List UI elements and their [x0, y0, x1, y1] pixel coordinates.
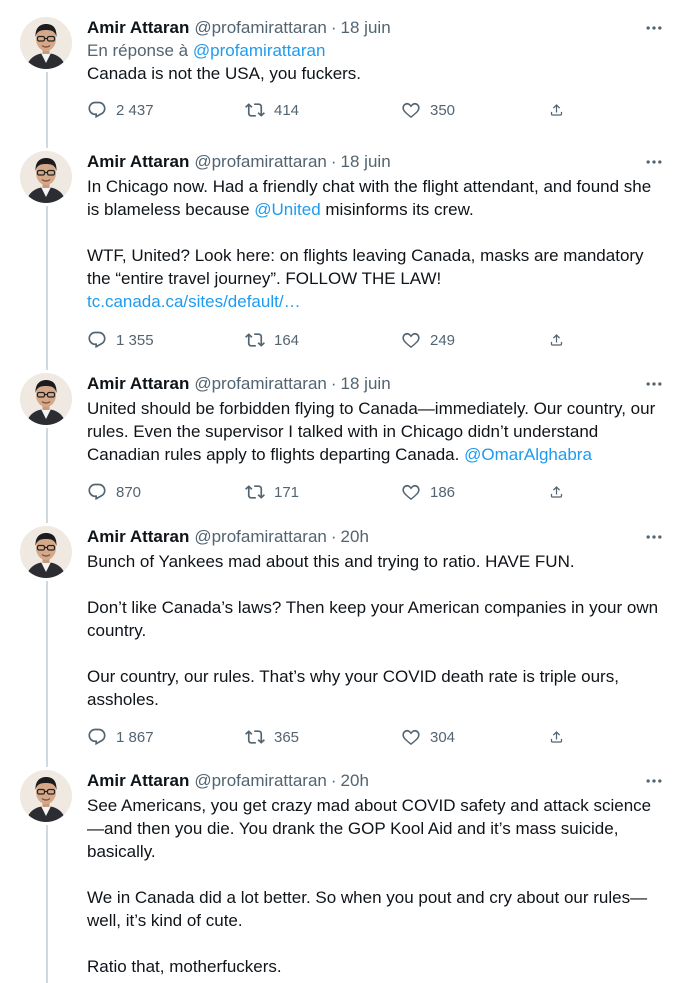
like-button[interactable]: [401, 100, 549, 120]
more-icon[interactable]: [642, 151, 666, 173]
author-handle[interactable]: @profamirattaran: [194, 527, 327, 546]
retweet-button[interactable]: [245, 727, 401, 747]
tweet-paragraph: We in Canada did a lot better. So when you pout and cry about our rules—well, it’s kind of cute.: [87, 888, 648, 930]
reply-count: 1 867: [116, 728, 154, 746]
reply-mention-link[interactable]: @profamirattaran: [192, 41, 326, 60]
separator-dot: ·: [330, 152, 337, 171]
more-icon[interactable]: [642, 526, 666, 548]
tweet-actions: [87, 725, 577, 749]
like-icon: [401, 482, 421, 502]
retweet-icon: [245, 330, 265, 350]
share-button[interactable]: [549, 482, 573, 502]
retweet-count: 171: [274, 483, 300, 501]
more-icon[interactable]: [642, 17, 666, 39]
retweet-button[interactable]: [245, 330, 401, 350]
like-count: 350: [430, 101, 456, 119]
tweet[interactable]: [0, 360, 700, 513]
reply-prefix: En réponse à: [87, 41, 189, 60]
like-button[interactable]: [401, 482, 549, 502]
reply-button[interactable]: [87, 727, 245, 747]
timestamp[interactable]: 20h: [340, 527, 369, 546]
mention-link[interactable]: @OmarAlghabra: [464, 445, 592, 464]
tweet-text-segment: In Chicago now. Had a friendly chat with the flight attendant, and found she is blameless because: [87, 177, 652, 219]
avatar[interactable]: [20, 373, 72, 425]
retweet-icon: [245, 727, 265, 747]
avatar[interactable]: [20, 526, 72, 578]
share-button[interactable]: [549, 330, 573, 350]
reply-icon: [87, 330, 107, 350]
timestamp[interactable]: 18 juin: [340, 152, 391, 171]
author-handle[interactable]: @profamirattaran: [194, 374, 327, 393]
tweet-paragraph: WTF, United? Look here: on flights leaving Canada, masks are mandatory the “entire travel journey”. FOLLOW THE LAW!: [87, 246, 644, 288]
tweet-text-segment: misinforms its crew.: [320, 200, 474, 219]
separator-dot: ·: [330, 18, 337, 37]
like-count: 186: [430, 483, 456, 501]
tweet-text: [87, 175, 666, 313]
like-icon: [401, 100, 421, 120]
retweet-button[interactable]: [245, 100, 401, 120]
tweet-text: [87, 62, 666, 85]
timestamp[interactable]: 18 juin: [340, 18, 391, 37]
tweet-text: [87, 550, 666, 711]
retweet-count: 365: [274, 728, 300, 746]
tweet-paragraph: Our country, our rules. That’s why your COVID death rate is triple ours, assholes.: [87, 667, 619, 709]
reply-count: 2 437: [116, 101, 154, 119]
tweet-actions: [87, 328, 577, 352]
retweet-icon: [245, 482, 265, 502]
tweet-text: [87, 794, 666, 978]
reply-icon: [87, 100, 107, 120]
tweet-actions: [87, 480, 577, 504]
like-button[interactable]: [401, 330, 549, 350]
reply-count: 870: [116, 483, 142, 501]
thread-connector-line: [46, 825, 48, 983]
like-count: 249: [430, 331, 456, 349]
tweet-text-segment: United should be forbidden flying to Canada—immediately. Our country, our rules. Even the supervisor I talked with in Chicago didn’t understand Canadian rules apply to flights departing Canada.: [87, 399, 656, 464]
reply-icon: [87, 727, 107, 747]
avatar[interactable]: [20, 151, 72, 203]
retweet-count: 164: [274, 331, 300, 349]
like-button[interactable]: [401, 727, 549, 747]
share-button[interactable]: [549, 100, 573, 120]
tweet[interactable]: [0, 758, 700, 983]
author-handle[interactable]: @profamirattaran: [194, 771, 327, 790]
retweet-button[interactable]: [245, 482, 401, 502]
author-name[interactable]: Amir Attaran: [87, 152, 190, 171]
timestamp[interactable]: 20h: [340, 771, 369, 790]
more-icon[interactable]: [642, 770, 666, 792]
thread-connector-line: [46, 72, 48, 148]
tweet-paragraph: Canada is not the USA, you fuckers.: [87, 64, 362, 83]
reply-button[interactable]: [87, 330, 245, 350]
tweet-text: [87, 397, 666, 466]
share-button[interactable]: [549, 727, 573, 747]
thread-connector-line: [46, 206, 48, 370]
like-count: 304: [430, 728, 456, 746]
reply-button[interactable]: [87, 100, 245, 120]
retweet-icon: [245, 100, 265, 120]
author-name[interactable]: Amir Attaran: [87, 527, 190, 546]
tweet[interactable]: [0, 513, 700, 758]
separator-dot: ·: [330, 374, 337, 393]
retweet-count: 414: [274, 101, 300, 119]
separator-dot: ·: [330, 771, 337, 790]
tweet-paragraph: See Americans, you get crazy mad about COVID safety and attack science—and then you die. You drank the GOP Kool Aid and it’s mass suicide, basically.: [87, 796, 652, 861]
tweet-paragraph: [87, 175, 666, 221]
tweet-paragraph: [87, 397, 666, 466]
avatar[interactable]: [20, 17, 72, 69]
reply-count: 1 355: [116, 331, 154, 349]
share-icon: [549, 330, 564, 350]
author-name[interactable]: Amir Attaran: [87, 771, 190, 790]
tweet[interactable]: [0, 138, 700, 360]
reply-context: [87, 39, 666, 62]
author-handle[interactable]: @profamirattaran: [194, 152, 327, 171]
separator-dot: ·: [330, 527, 337, 546]
more-icon[interactable]: [642, 373, 666, 395]
like-icon: [401, 727, 421, 747]
tweet-paragraph: Don’t like Canada’s laws? Then keep your American companies in your own country.: [87, 598, 659, 640]
reply-icon: [87, 482, 107, 502]
mention-link[interactable]: @United: [254, 200, 321, 219]
author-name[interactable]: Amir Attaran: [87, 18, 190, 37]
like-icon: [401, 330, 421, 350]
external-link[interactable]: tc.canada.ca/sites/default/…: [87, 292, 301, 311]
author-handle[interactable]: @profamirattaran: [194, 18, 327, 37]
tweet-paragraph: Ratio that, motherfuckers.: [87, 957, 282, 976]
thread-connector-line: [46, 581, 48, 767]
share-icon: [549, 727, 564, 747]
tweet[interactable]: [0, 0, 700, 138]
reply-button[interactable]: [87, 482, 245, 502]
thread-connector-line: [46, 428, 48, 523]
tweet-actions: [87, 98, 577, 122]
author-name[interactable]: Amir Attaran: [87, 374, 190, 393]
avatar[interactable]: [20, 770, 72, 822]
share-icon: [549, 100, 564, 120]
timestamp[interactable]: 18 juin: [340, 374, 391, 393]
share-icon: [549, 482, 564, 502]
tweet-paragraph: Bunch of Yankees mad about this and trying to ratio. HAVE FUN.: [87, 552, 575, 571]
